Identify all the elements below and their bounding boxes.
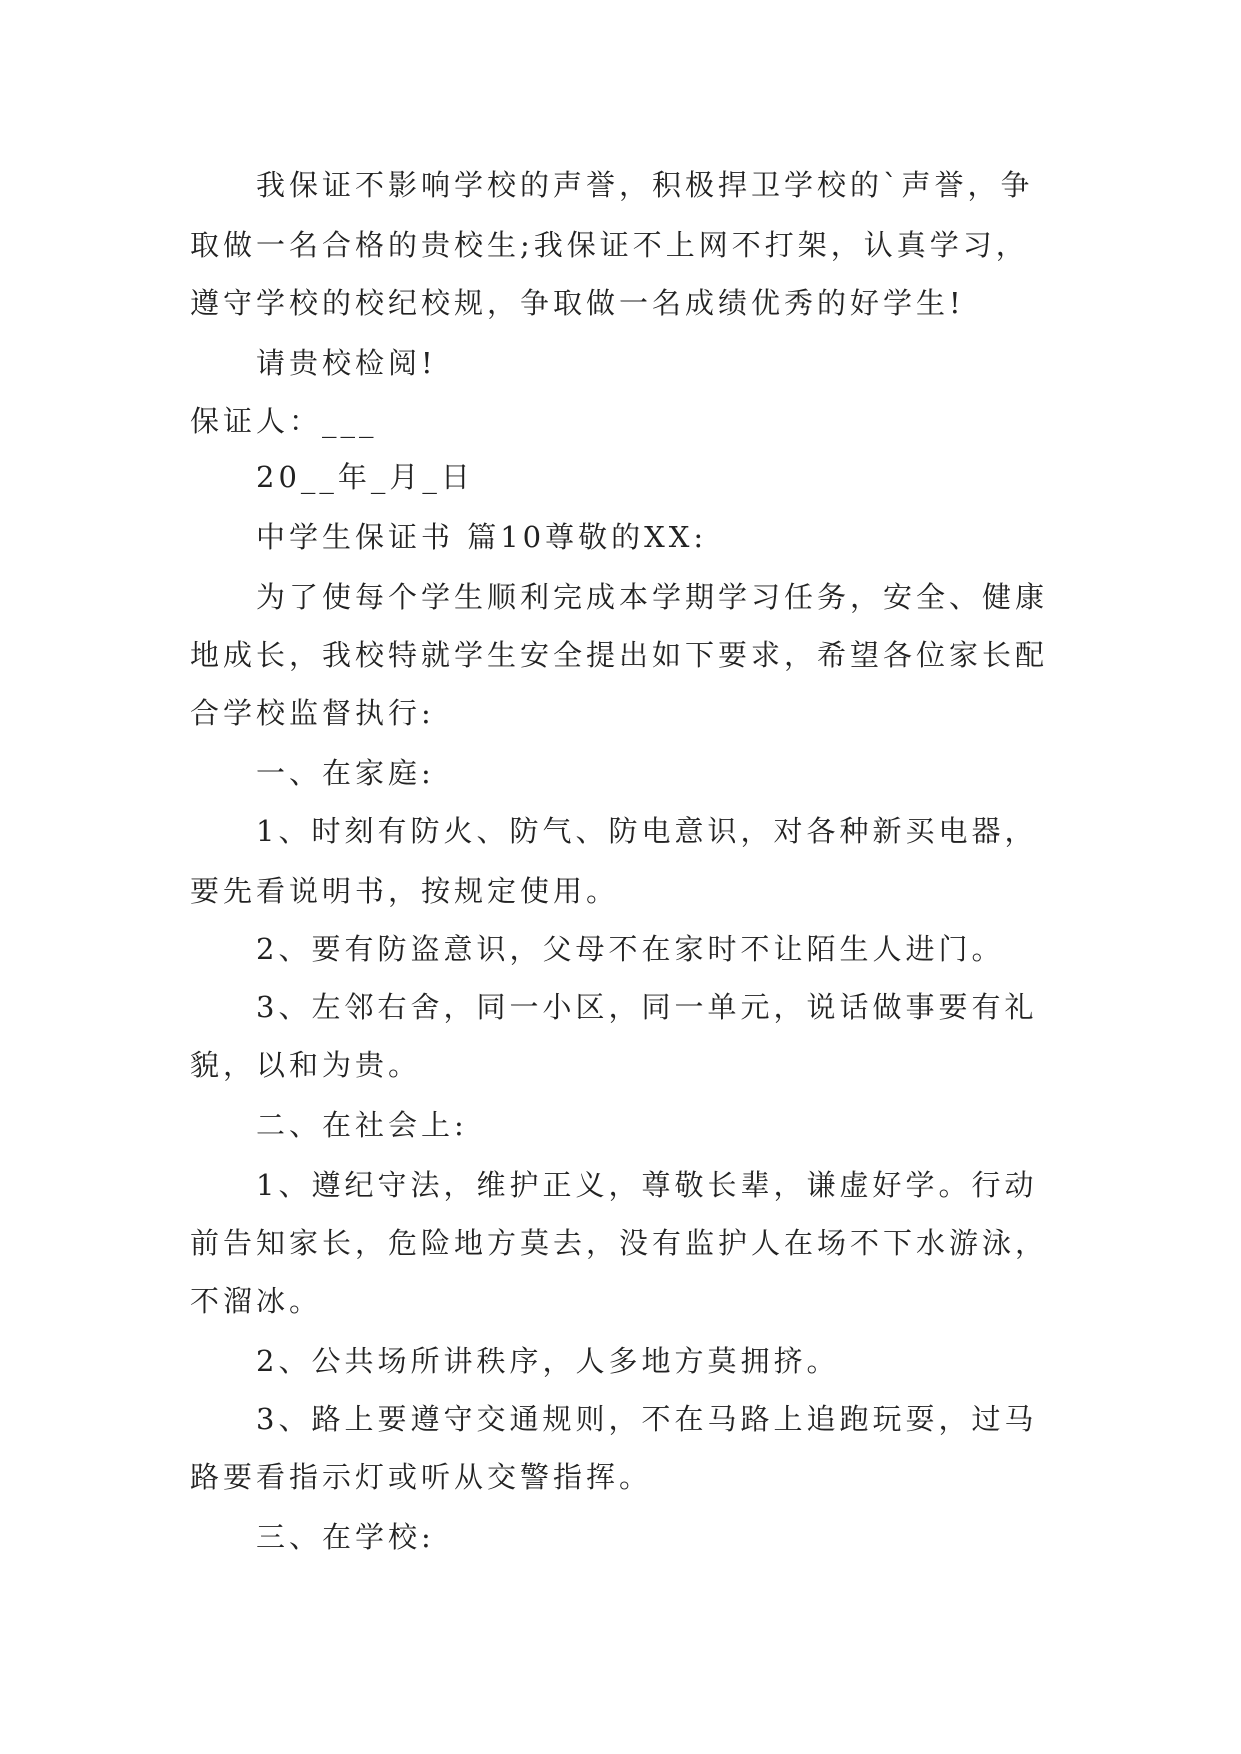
list-item: 2、公共场所讲秩序，人多地方莫拥挤。	[256, 1344, 840, 1378]
date-line: 20__年_月_日	[256, 460, 474, 494]
list-item: 1、遵纪守法，维护正义，尊敬长辈，谦虚好学。行动	[256, 1168, 1038, 1202]
list-item: 1、时刻有防火、防气、防电意识，对各种新买电器，	[256, 814, 1038, 848]
paragraph-line: 请贵校检阅!	[256, 346, 437, 380]
paragraph-line: 合学校监督执行:	[190, 696, 435, 730]
guarantor-line: 保证人：___	[190, 404, 378, 438]
paragraph-line: 为了使每个学生顺利完成本学期学习任务，安全、健康	[256, 580, 1049, 614]
list-item: 3、左邻右舍，同一小区，同一单元，说话做事要有礼	[256, 990, 1038, 1024]
subsection-heading: 三、在学校:	[256, 1520, 435, 1554]
subsection-heading: 二、在社会上:	[256, 1108, 468, 1142]
section-heading: 中学生保证书 篇10尊敬的XX:	[256, 520, 708, 554]
list-item-continuation: 要先看说明书，按规定使用。	[190, 874, 620, 908]
paragraph-line: 取做一名合格的贵校生;我保证不上网不打架，认真学习，	[190, 228, 1029, 262]
list-item-continuation: 路要看指示灯或听从交警指挥。	[190, 1460, 653, 1494]
list-item-continuation: 貌，以和为贵。	[190, 1048, 422, 1082]
list-item-continuation: 前告知家长，危险地方莫去，没有监护人在场不下水游泳，	[190, 1226, 1049, 1260]
list-item: 2、要有防盗意识，父母不在家时不让陌生人进门。	[256, 932, 1005, 966]
paragraph-line: 我保证不影响学校的声誉，积极捍卫学校的`声誉，争	[256, 168, 1034, 202]
subsection-heading: 一、在家庭:	[256, 756, 435, 790]
list-item-continuation: 不溜冰。	[190, 1284, 323, 1318]
paragraph-line: 地成长，我校特就学生安全提出如下要求，希望各位家长配	[190, 638, 1049, 672]
list-item: 3、路上要遵守交通规则，不在马路上追跑玩耍，过马	[256, 1402, 1038, 1436]
paragraph-line: 遵守学校的校纪校规，争取做一名成绩优秀的好学生!	[190, 286, 965, 320]
